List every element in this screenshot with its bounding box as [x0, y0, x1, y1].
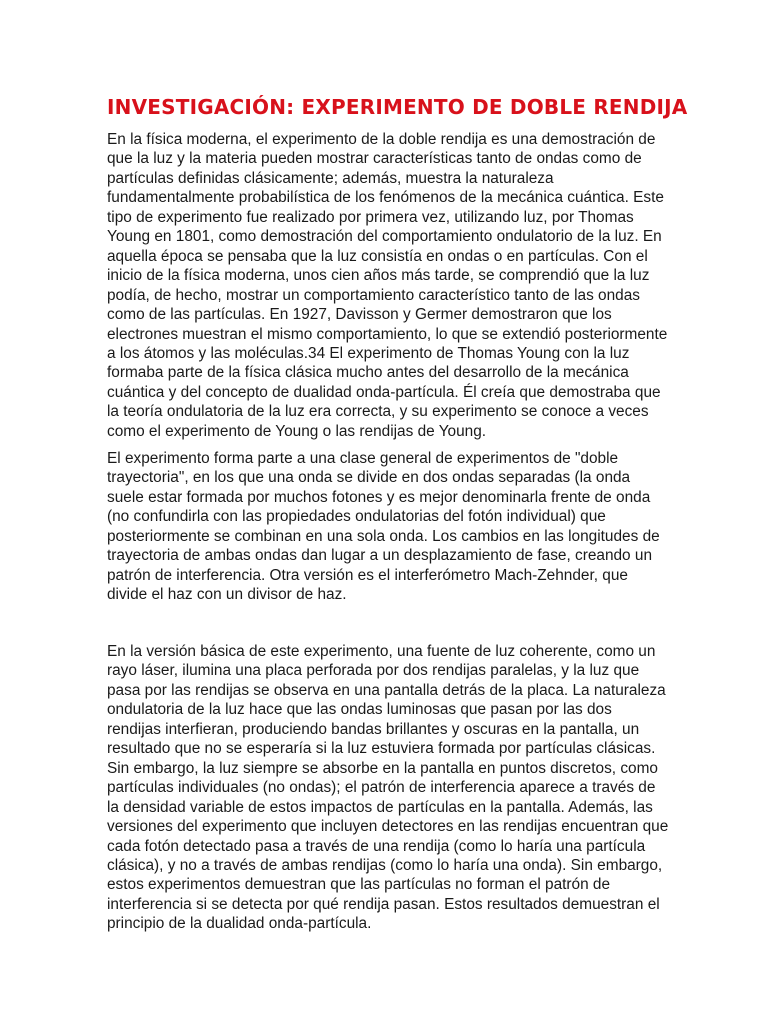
- paragraph-double-path: El experimento forma parte a una clase general de experimentos de "doble trayectoria", en los que una onda se divide en dos ondas separadas (la onda suele estar formada por muchos fotones y es mejor denominarla frente de onda (no confundirla con las propiedades ondulatorias del fotón individual) que posteriormente se combinan en una sola onda. Los cambios en las longitudes de trayectoria de ambas ondas dan lugar a un desplazamiento de fase, creando un patrón de interferencia. Otra versión es el interferómetro Mach-Zehnder, que divide el haz con un divisor de haz.: [107, 450, 660, 604]
- paragraph-basic-version: En la versión básica de este experimento, una fuente de luz coherente, como un rayo láser, ilumina una placa perforada por dos rendijas paralelas, y la luz que pasa por las rendijas se observa en una pantalla detrás de la placa. La naturaleza ondulatoria de la luz hace que las ondas luminosas que pasan por las dos rendijas interfieran, produciendo bandas brillantes y oscuras en la pantalla, un resultado que no se esperaría si la luz estuviera formada por partículas clásicas. Sin embargo, la luz siempre se absorbe en la pantalla en puntos discretos, como partículas individuales (no ondas); el patrón de interferencia aparece a través de la densidad variable de estos impactos de partículas en la pantalla. Además, las versiones del experimento que incluyen detectores en las rendijas encuentran que cada fotón detectado pasa a través de una rendija (como lo haría una partícula clásica), y no a través de ambas rendijas (como lo haría una onda). Sin embargo, estos experimentos demuestran que las partículas no forman el patrón de interferencia si se detecta por qué rendija pasan. Estos resultados demuestran el principio de la dualidad onda-partícula.: [107, 643, 669, 933]
- paragraph-intro: En la física moderna, el experimento de la doble rendija es una demostración de que la luz y la materia pueden mostrar características tanto de ondas como de partículas definidas clásicamente; además, muestra la naturaleza fundamentalmente probabilística de los fenómenos de la mecánica cuántica. Este tipo de experimento fue realizado por primera vez, utilizando luz, por Thomas Young en 1801, como demostración del comportamiento ondulatorio de la luz. En aquella época se pensaba que la luz consistía en ondas o en partículas. Con el inicio de la física moderna, unos cien años más tarde, se comprendió que la luz podía, de hecho, mostrar un comportamiento característico tanto de las ondas como de las partículas. En 1927, Davisson y Germer demostraron que los electrones muestran el mismo comportamiento, lo que se extendió posteriormente a los átomos y las moléculas.34 El experimento de Thomas Young con la luz formaba parte de la física clásica mucho antes del desarrollo de la mecánica cuántica y del concepto de dualidad onda-partícula. Él creía que demostraba que la teoría ondulatoria de la luz era correcta, y su experimento se conoce a veces como el experimento de Young o las rendijas de Young.: [107, 131, 668, 440]
- page-title: INVESTIGACIÓN: EXPERIMENTO DE DOBLE RENDIJA: [107, 95, 688, 119]
